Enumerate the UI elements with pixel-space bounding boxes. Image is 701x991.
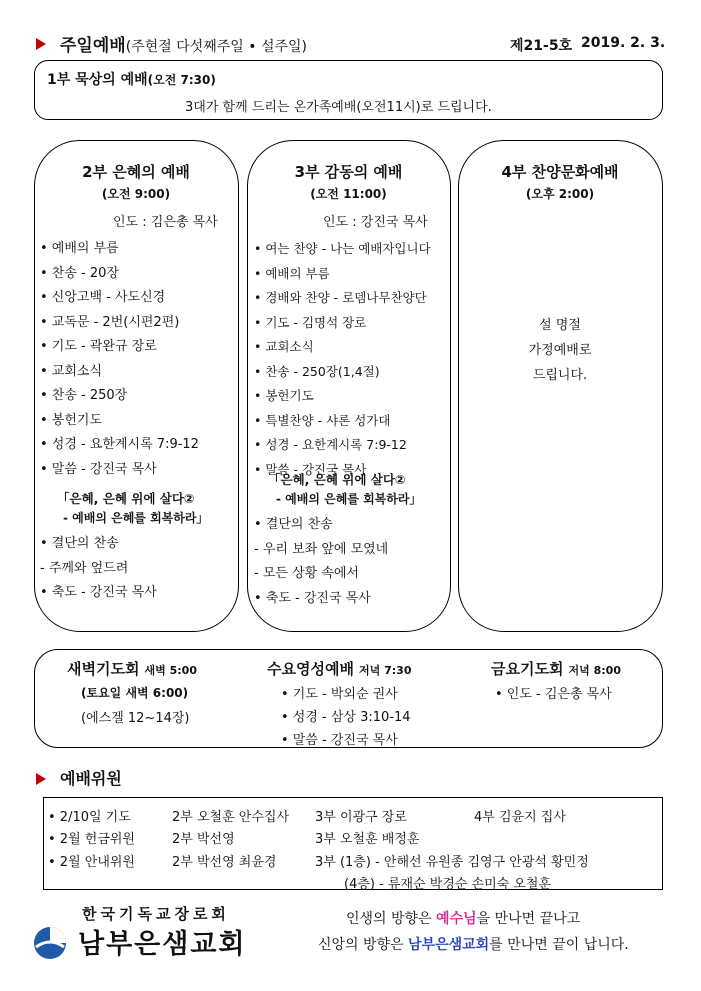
- page-subtitle: (주현절 다섯째주일 • 설주일): [125, 39, 307, 55]
- service3-sermon-title: 「은혜, 은혜 위에 살다②: [268, 472, 406, 487]
- service4-note-line: 설 명절: [539, 318, 581, 333]
- committee-row-value: 3부 이광구 장로: [315, 810, 407, 825]
- dawn-prayer-text: (에스겔 12~14장): [81, 711, 190, 726]
- slogan-highlight: 남부은샘교회: [408, 937, 490, 953]
- list-item: • 말씀 - 강진국 목사: [281, 733, 398, 748]
- list-item: • 예배의 부름: [40, 241, 119, 256]
- slogan-highlight: 예수님: [436, 911, 477, 927]
- committee-row-value: (4층) - 류재순 박경순 손미숙 오철훈: [344, 877, 552, 892]
- list-item: • 축도 - 강진국 목사: [254, 590, 371, 606]
- issue-date: 2019. 2. 3.: [581, 35, 666, 51]
- service3-leader: 인도 : 강진국 목사: [323, 215, 428, 230]
- friday-prayer-list: [495, 683, 612, 706]
- list-item: • 결단의 찬송: [40, 536, 119, 551]
- page-title: 주일예배: [60, 36, 126, 56]
- committee-row-value: 2부 오철훈 안수집사: [172, 810, 289, 825]
- list-item: • 기도 - 박외순 권사: [281, 687, 398, 702]
- committee-heading: 예배위원: [60, 769, 122, 788]
- friday-prayer-title: 금요기도회: [491, 660, 564, 678]
- service3-sermon-subtitle: - 예배의 은혜를 회복하라」: [276, 492, 422, 506]
- dawn-prayer-heading: [67, 658, 197, 679]
- list-item: • 경배와 찬양 - 로뎀나무찬양단: [254, 290, 427, 305]
- slogan-text: 를 만나면 끝이 납니다.: [489, 937, 629, 953]
- slogan-text: 인생의 방향은: [346, 911, 437, 927]
- list-item: - 우리 보좌 앞에 모였네: [254, 541, 389, 557]
- service4-time: (오후 2:00): [525, 187, 595, 201]
- list-item: • 교회소식: [254, 339, 314, 354]
- list-item: • 성경 - 삼상 3:10-14: [281, 710, 411, 725]
- service3-closing-list: [254, 513, 388, 611]
- service2-title: 2부 은혜의 예배: [82, 163, 190, 181]
- list-item: • 성경 - 요한계시록 7:9-12: [40, 437, 199, 452]
- service2-leader: 인도 : 김은총 목사: [113, 215, 218, 230]
- list-item: • 축도 - 강진국 목사: [40, 585, 157, 600]
- list-item: • 찬송 - 250장(1,4절): [254, 363, 380, 379]
- dawn-prayer-time: 새벽 5:00: [144, 664, 197, 677]
- list-item: - 모든 상황 속에서: [254, 566, 359, 581]
- slogan-text: 을 만나면 끝나고: [476, 911, 581, 927]
- service3-order-list: [254, 237, 431, 482]
- service1-time: (오전 7:30): [147, 73, 216, 87]
- service4-note-line: 드립니다.: [532, 368, 588, 383]
- service1-box: [34, 60, 663, 120]
- service4-note-line: 가정예배로: [528, 343, 592, 358]
- list-item: • 예배의 부름: [254, 265, 330, 281]
- service1-heading: [47, 69, 216, 89]
- section-marker-icon: [36, 773, 46, 785]
- service2-order-list: [40, 237, 199, 482]
- service2-closing-list: [40, 532, 157, 606]
- list-item: - 주께와 엎드려: [40, 560, 129, 576]
- list-item: • 말씀 - 강진국 목사: [254, 461, 367, 477]
- service4-title: 4부 찬양문화예배: [501, 163, 619, 181]
- page-header: [60, 31, 307, 56]
- committee-row-value: 2부 박선영 최윤경: [172, 855, 277, 870]
- church-logo-icon: [32, 925, 68, 961]
- service2-box: [34, 140, 239, 632]
- list-item: • 찬송 - 250장: [40, 388, 128, 403]
- service3-title: 3부 감동의 예배: [294, 163, 403, 181]
- committee-row-value: 4부 김윤지 집사: [474, 810, 566, 825]
- wednesday-service-title: 수요영성예배: [267, 660, 354, 678]
- service1-title: 1부 묵상의 예배: [47, 72, 148, 88]
- friday-prayer-time: 저녁 8:00: [568, 664, 621, 677]
- service4-box: [458, 140, 663, 632]
- list-item: • 신앙고백 - 사도신경: [40, 290, 166, 305]
- list-item: • 말씀 - 강진국 목사: [40, 461, 157, 477]
- denomination-name: 한국기독교장로회: [82, 905, 230, 923]
- list-item: • 인도 - 김은총 목사: [495, 687, 612, 702]
- committee-row-value: 3부 (1층) - 안해선 유원종 김영구 안광석 황민정: [315, 855, 589, 870]
- service4-note: [459, 313, 661, 388]
- slogan-line-1: [346, 908, 580, 928]
- slogan-line-2: [318, 934, 629, 954]
- list-item: • 찬송 - 20장: [40, 265, 119, 281]
- slogan-text: 신앙의 방향은: [318, 937, 409, 953]
- service2-sermon-subtitle: - 예배의 은혜를 회복하라」: [63, 511, 209, 525]
- friday-prayer-heading: [491, 658, 621, 679]
- issue-number: 제21-5호: [510, 38, 573, 54]
- wednesday-service-heading: [267, 658, 412, 679]
- list-item: • 봉헌기도: [254, 388, 314, 403]
- service2-sermon-title: 「은혜, 은혜 위에 살다②: [57, 491, 195, 506]
- committee-row-value: 2부 박선영: [172, 832, 235, 847]
- list-item: • 특별찬양 - 샤론 성가대: [254, 412, 391, 428]
- list-item: • 교독문 - 2번(시편2편): [40, 314, 180, 330]
- service3-box: [247, 140, 451, 632]
- list-item: • 성경 - 요한계시록 7:9-12: [254, 437, 407, 452]
- wednesday-service-time: 저녁 7:30: [359, 664, 412, 677]
- service1-note: 3대가 함께 드리는 온가족예배(오전11시)로 드립니다.: [185, 100, 492, 115]
- dawn-prayer-title: 새벽기도회: [67, 660, 140, 678]
- section-marker-icon: [36, 38, 46, 50]
- service2-time: (오전 9:00): [101, 187, 171, 201]
- list-item: • 기도 - 김명석 장로: [254, 314, 367, 330]
- committee-row-label: • 2월 헌금위원: [48, 832, 135, 847]
- church-name: 남부은샘교회: [78, 929, 247, 960]
- weekday-services-box: [34, 649, 663, 748]
- wednesday-service-list: [281, 683, 411, 752]
- committee-row-value: 3부 오철훈 배정훈: [315, 832, 420, 847]
- committee-box: [43, 797, 663, 890]
- dawn-prayer-saturday: (토요일 새벽 6:00): [81, 686, 189, 700]
- list-item: • 결단의 찬송: [254, 517, 333, 532]
- service3-time: (오전 11:00): [310, 187, 387, 201]
- list-item: • 봉헌기도: [40, 412, 103, 428]
- list-item: • 교회소식: [40, 363, 103, 379]
- list-item: • 기도 - 곽완규 장로: [40, 339, 157, 354]
- committee-row-label: • 2월 안내위원: [48, 855, 135, 870]
- list-item: • 여는 찬양 - 나는 예배자입니다: [254, 241, 431, 256]
- committee-row-label: • 2/10일 기도: [48, 810, 131, 825]
